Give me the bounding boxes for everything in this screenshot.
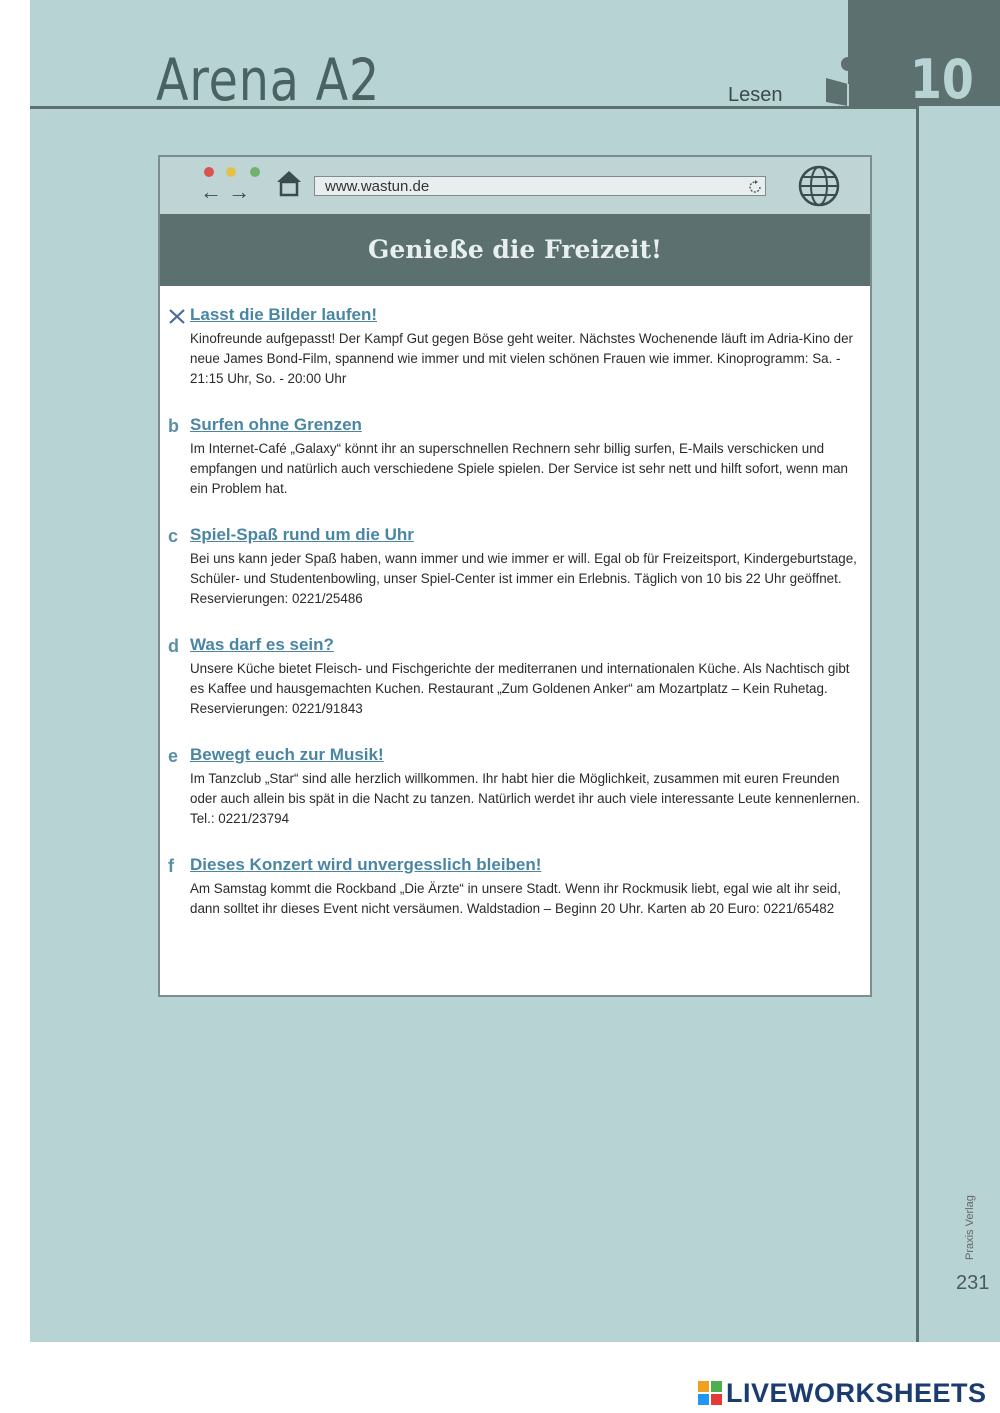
entry-text: Unsere Küche bietet Fleisch- und Fischgerichte der mediterranen und internationalen Küche. Als Nachtisch gibt es Kaffee und hausgemachten Kuchen. Restaurant „Zum Goldenen Anker“ am Mozartplatz – Kein Ruhetag. Reservierungen: 0221/91843 [190,661,850,716]
watermark-text: LIVEWORKSHEETS [726,1377,987,1408]
entry-text: Im Tanzclub „Star“ sind alle herzlich willkommen. Ihr habt hier die Möglichkeit, zusammen mit euren Freunden oder auch allein bis spät in die Nacht zu tanzen. Natürlich werdet ihr auch viele interessante Leute kennenlernen. Tel.: 0221/23794 [190,771,860,826]
traffic-light-yellow-icon [226,167,236,177]
entry-letter: e [168,746,179,766]
entry-title[interactable]: Dieses Konzert wird unvergesslich bleiben! [190,855,542,874]
entry-title[interactable]: Spiel-Spaß rund um die Uhr [190,525,414,544]
entry-text: Im Internet-Café „Galaxy“ könnt ihr an superschnellen Rechnern sehr billig surfen, E-Mails verschicken und empfangen und natürlich auch verschiedene Spiele spielen. Der Service ist sehr nett und hilft sofort, wenn man ein Problem hat. [190,441,849,496]
liveworksheets-logo-icon [698,1381,722,1405]
entry-text: Kinofreunde aufgepasst! Der Kampf Gut gegen Böse geht weiter. Nächstes Wochenende läuft im Adria-Kino der neue James Bond-Film, spannend wie immer und mit vielen schönen Frauen wie immer. Kinoprogramm: Sa. - 21:15 Uhr, So. - 20:00 Uhr [190,331,853,386]
reading-book-icon [822,54,874,106]
entry-title[interactable]: Bewegt euch zur Musik! [190,745,384,764]
browser-toolbar [160,157,870,214]
entry-letter: b [168,416,179,436]
globe-icon [797,164,841,208]
entry-text: Am Samstag kommt die Rockband „Die Ärzte“ in unsere Stadt. Wenn ihr Rockmusik liebt, egal wie alt ihr seid, dann solltet ihr dieses Event nicht versäumen. Waldstadion – Beginn 20 Uhr. Karten ab 20 Euro: 0221/65482 [190,881,841,916]
entry-title[interactable]: Lasst die Bilder laufen! [190,305,378,324]
book-title: Arena A2 [156,46,381,114]
back-forward-arrows-icon[interactable]: ← → [200,179,251,204]
cross-mark-icon [168,307,186,325]
side-rule [916,106,919,1342]
traffic-light-green-icon [250,167,260,177]
traffic-light-red-icon [204,167,214,177]
browser-window [158,155,872,997]
entry-title[interactable]: Surfen ohne Grenzen [190,415,362,434]
entry-text: Bei uns kann jeder Spaß haben, wann immer und wie immer er will. Egal ob für Freizeitsport, Kindergeburtstage, Schüler- und Studentenbowling, unser Spiel-Center ist immer ein Erlebnis. Täglich von 10 bis 22 Uhr geöffnet. Reservierungen: 0221/25486 [190,551,857,606]
publisher-label: Praxis Verlag [964,1195,976,1260]
section-label: Lesen [728,84,783,106]
entry-letter: d [168,636,179,656]
entry-letter: c [168,526,179,546]
url-input[interactable]: www.wastun.de [314,176,766,196]
entry-letter: f [168,856,174,876]
reload-icon[interactable] [747,179,763,195]
entry-title[interactable]: Was darf es sein? [190,635,334,654]
watermark-logo [698,1376,987,1410]
chapter-number: 10 [910,48,974,111]
page-number: 231 [956,1272,990,1294]
home-icon[interactable] [276,169,302,197]
page-banner-title: Genieße die Freizeit! [160,214,870,286]
